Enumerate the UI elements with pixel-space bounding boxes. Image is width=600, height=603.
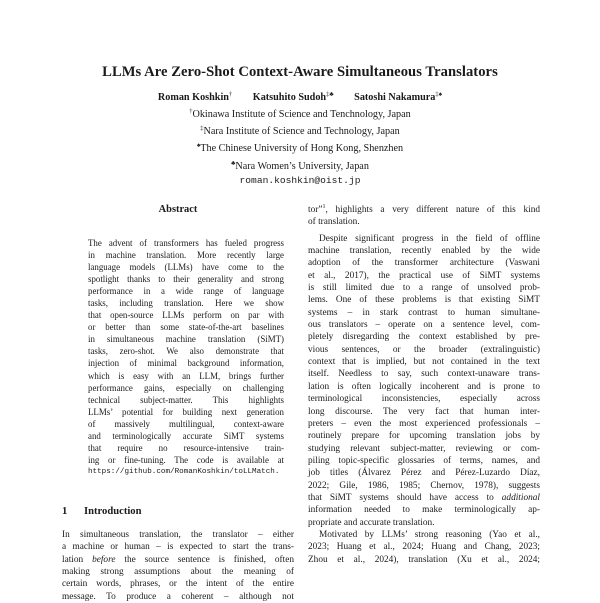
- author: Katsuhito Sudoh‡♣: [252, 91, 334, 103]
- paragraph: Motivated by LLMs’ strong reasoning (Yao et al., 2023; Huang et al., 2024; Huang and Chang, 2023; Zhou et al., 2024), translation (Xu et al., 2024;: [308, 529, 540, 565]
- affiliation: †Okinawa Institute of Science and Tenchnology, Japan: [189, 108, 411, 120]
- affiliation: ‡Nara Institute of Science and Technology, Japan: [200, 125, 400, 138]
- abstract-heading: Abstract: [158, 204, 198, 215]
- author-list: [0, 88, 600, 105]
- right-column: [308, 201, 540, 566]
- abstract-body: The advent of transformers has fueled progress in machine translation. More recently large language models (LLMs) have come to the spotlight thanks to their generality and strong performance in a wide range of language tasks, including translation. Here we show that open-source LLMs perform on par with or better than some state-of-the-art baselines in simultaneous machine translation (SiMT) tasks, zero-shot. We also demonstrate that injection of minimal background information, which is easy with an LLM, brings further performance gains, especially on challenging technical subject-matter. This highlights LLMs’ potential for building next generation of massively multilingual, context-aware and terminologically accurate SiMT systems that require no resource-intensive train- ing or fine-tuning. The code is available at https://github.com/RomanKoshkin/toLLMatch.: [62, 237, 294, 478]
- section-heading-introduction: 1 Introduction: [62, 505, 142, 517]
- paragraph: Despite significant progress in the field of offline machine translation, recently enabled by the wide adoption of the transformer architecture (Vaswani et al., 2017), the practical use of SiMT systems is still limited due to a range of unsolved prob- lems. One of these problems is that existing SiMT systems – in stark contrast to human simultane- ous translators – operate on a sentence level, com- pletely disregarding the context established by pre- vious sentences, or the broader (extralinguistic) context that is implied, but not contained in the text itself. Needless to say, such context-unaware trans- lation is often logically incoherent and is prone to terminological inconsistencies, especially across long discourse. The very fact that human inter- preters – even the most experienced professionals – routinely prepare for upcoming translation jobs by studying relevant subject-matter, reviewing or com- piling topic-specific glossaries of terms, names, and job titles (Álvarez Pérez and Pérez-Luzardo Díaz, 2022; Gile, 1986, 1985; Chernov, 1978), suggests that SiMT systems should have access to additional information needed to make terminologically ap- propriate and accurate translation.: [308, 233, 540, 528]
- author: Satoshi Nakamura‡♠: [354, 91, 443, 103]
- paper-title: LLMs Are Zero-Shot Context-Aware Simultaneous Translators: [102, 64, 498, 80]
- paper-header: [0, 62, 600, 188]
- intro-paragraph: In simultaneous translation, the translator – either a machine or human – is expected to start the trans- lation before the source sentence is finished, often making strong assumptions about the meaning of certain words, phrases, or the intent of the entire message. To produce a coherent – although not: [62, 529, 294, 602]
- paragraph: tor”$^1$, highlights a very different nature of this kind of translation.: [308, 204, 540, 228]
- author: Roman Koshkin†: [157, 91, 233, 103]
- footnote-marker[interactable]: 1: [322, 204, 326, 210]
- left-column: [62, 203, 294, 603]
- affiliation: ♠The Chinese University of Hong Kong, Shenzhen: [196, 142, 404, 155]
- affiliation: ♣Nara Women’s University, Japan: [231, 159, 369, 172]
- code-link[interactable]: https://github.com/RomanKoshkin/toLLMatch.: [88, 467, 280, 476]
- author-email[interactable]: roman.koshkin@oist.jp: [239, 174, 361, 186]
